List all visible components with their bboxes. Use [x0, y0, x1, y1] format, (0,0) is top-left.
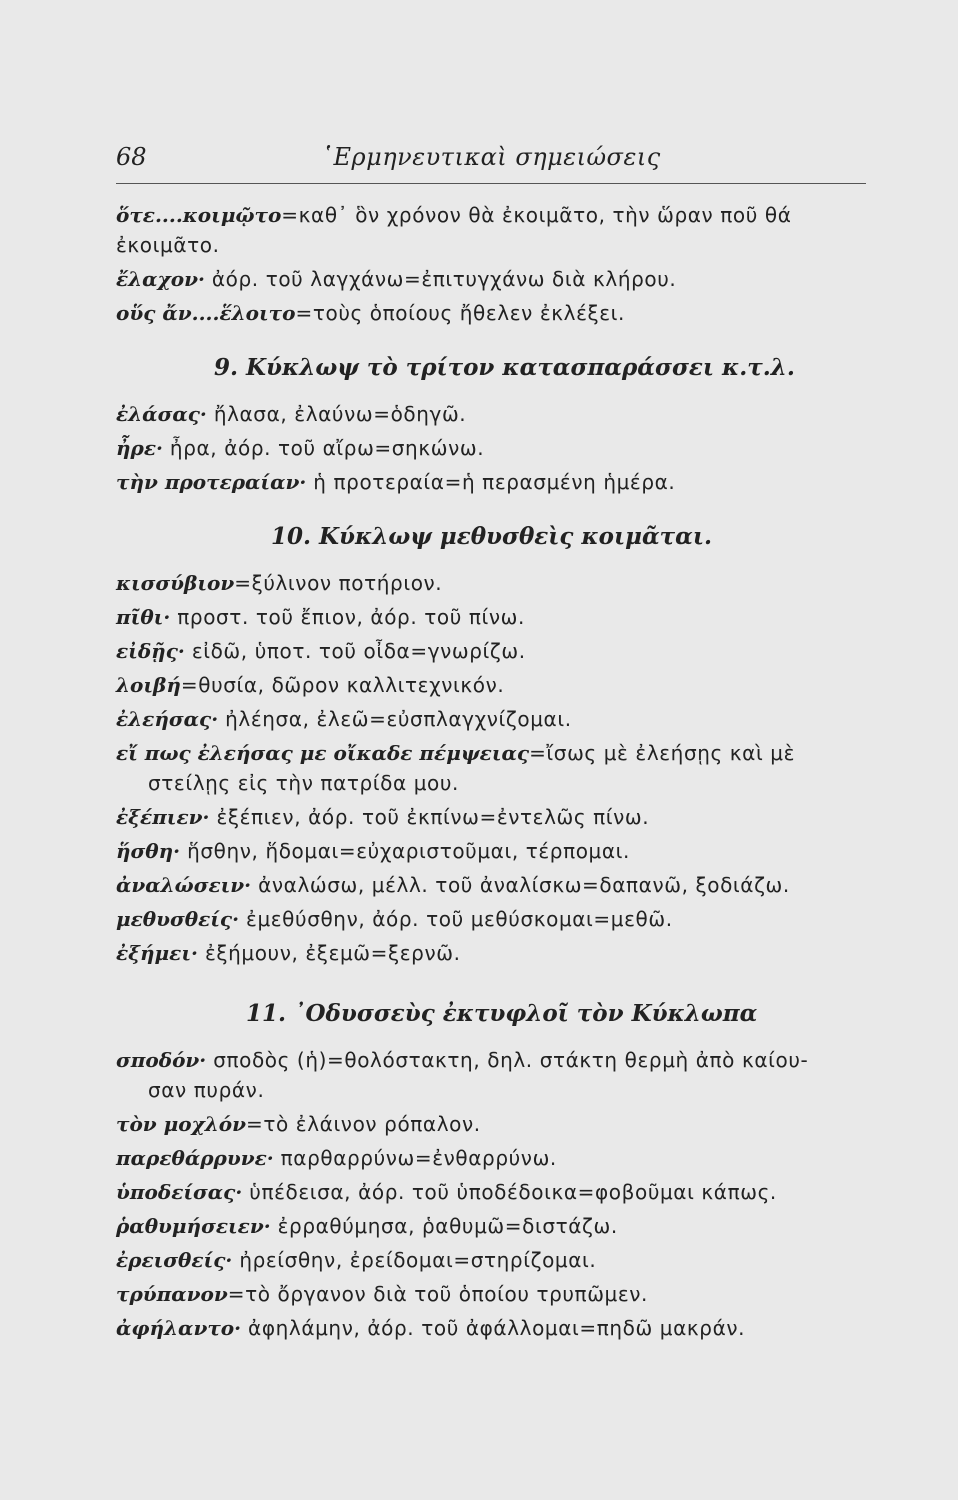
entry-lemma: ἀναλώσειν·	[116, 873, 252, 897]
entry-gloss: ἀναλώσω, μέλλ. τοῦ ἀναλίσκω=δαπανῶ, ξοδιάζω.	[251, 873, 790, 897]
gloss-entry	[116, 636, 871, 666]
entry-lemma: ἐξήμει·	[116, 941, 198, 965]
gloss-entry	[116, 1313, 871, 1343]
entry-gloss: =ἴσως μὲ ἐλεήσῃς καὶ μὲ	[529, 741, 796, 765]
gloss-entry	[116, 298, 871, 328]
entry-lemma: οὕς ἄν....ἕλοιτο	[116, 301, 296, 325]
entry-gloss: ἠρείσθην, ἐρείδομαι=στηρίζομαι.	[232, 1248, 597, 1272]
running-head: ῾Ερμηνευτικαὶ σημειώσεις	[321, 143, 661, 171]
entry-continuation: σαν πυράν.	[148, 1078, 265, 1102]
entry-lemma: τὸν μοχλόν	[116, 1112, 247, 1136]
entry-lemma: παρεθάρρυνε·	[116, 1146, 274, 1170]
page-header	[116, 143, 866, 184]
entry-lemma: τρύπανον	[116, 1282, 228, 1306]
entry-lemma: εἰδῇς·	[116, 639, 185, 663]
entry-lemma: ἦρε·	[116, 436, 163, 460]
entry-gloss: εἰδῶ, ὑποτ. τοῦ οἶδα=γνωρίζω.	[184, 639, 526, 663]
entry-gloss: =καθ᾿ ὃν χρόνον θὰ ἐκοιμᾶτο, τὴν ὥραν ποῦ θά	[281, 203, 792, 227]
entry-gloss: ἡ προτεραία=ἡ περασμένη ἡμέρα.	[306, 470, 676, 494]
entry-gloss: ἤλασα, ἐλαύνω=ὁδηγῶ.	[206, 402, 467, 426]
entry-lemma: ἀφήλαντο·	[116, 1316, 242, 1340]
gloss-entry	[116, 264, 871, 294]
section-title-9: 9. Κύκλωψ τὸ τρίτον κατασπαράσσει κ.τ.λ.	[214, 354, 795, 381]
entry-continuation: στείλῃς εἰς τὴν πατρίδα μου.	[148, 771, 460, 795]
gloss-entry	[116, 802, 871, 832]
gloss-entry	[116, 1279, 871, 1309]
gloss-entry	[116, 670, 871, 700]
gloss-entry	[116, 1045, 871, 1105]
entry-gloss: ἐξέπιεν, ἀόρ. τοῦ ἐκπίνω=ἐντελῶς πίνω.	[209, 805, 650, 829]
entry-lemma: ἐρεισθείς·	[116, 1248, 233, 1272]
gloss-entry	[116, 870, 871, 900]
entry-gloss: =τοὺς ὁποίους ἤθελεν ἐκλέξει.	[295, 301, 626, 325]
entry-lemma: σποδόν·	[116, 1048, 207, 1072]
page-content	[116, 200, 871, 1347]
entry-gloss: =τὸ ὄργανον διὰ τοῦ ὁποίου τρυπῶμεν.	[227, 1282, 649, 1306]
gloss-entry	[116, 704, 871, 734]
entry-gloss: ὑπέδεισα, ἀόρ. τοῦ ὑποδέδοικα=φοβοῦμαι κάπως.	[242, 1180, 777, 1204]
entry-gloss: ἐμεθύσθην, ἀόρ. τοῦ μεθύσκομαι=μεθῶ.	[239, 907, 673, 931]
entry-gloss: προστ. τοῦ ἔπιον, ἀόρ. τοῦ πίνω.	[170, 605, 525, 629]
gloss-entry	[116, 399, 871, 429]
gloss-entry	[116, 602, 871, 632]
gloss-entry	[116, 904, 871, 934]
gloss-entry	[116, 1109, 871, 1139]
entry-lemma: εἴ πως ἐλεήσας με οἴκαδε πέμψειας	[116, 741, 530, 765]
entry-lemma: ῥαθυμήσειεν·	[116, 1214, 271, 1238]
gloss-entry	[116, 1177, 871, 1207]
entry-lemma: ἐλάσας·	[116, 402, 207, 426]
gloss-entry	[116, 1245, 871, 1275]
entry-gloss: ἐξήμουν, ἐξεμῶ=ξερνῶ.	[197, 941, 461, 965]
entry-lemma: κισσύβιον	[116, 571, 235, 595]
gloss-entry	[116, 568, 871, 598]
entry-gloss: παρθαρρύνω=ἐνθαρρύνω.	[273, 1146, 557, 1170]
entry-gloss: ἠλέησα, ἐλεῶ=εὐσπλαγχνίζομαι.	[218, 707, 572, 731]
entry-gloss: ἀφηλάμην, ἀόρ. τοῦ ἀφάλλομαι=πηδῶ μακράν.	[241, 1316, 746, 1340]
entry-lemma: ἐξέπιεν·	[116, 805, 210, 829]
entry-lemma: ἔλαχον·	[116, 267, 205, 291]
entry-gloss: =θυσία, δῶρον καλλιτεχνικόν.	[180, 673, 505, 697]
section-title-10: 10. Κύκλωψ μεθυσθεὶς κοιμᾶται.	[271, 523, 712, 550]
entry-gloss: ἐρραθύμησα, ῥαθυμῶ=διστάζω.	[270, 1214, 618, 1238]
gloss-entry	[116, 1211, 871, 1241]
gloss-entry	[116, 467, 871, 497]
entry-continuation: ἐκοιμᾶτο.	[116, 233, 220, 257]
gloss-entry	[116, 200, 871, 260]
page-number: 68	[116, 143, 147, 171]
gloss-entry	[116, 433, 871, 463]
section-title-11: 11. ᾿Οδυσσεὺς ἐκτυφλοῖ τὸν Κύκλωπα	[246, 1000, 758, 1027]
entry-gloss: σποδὸς (ἡ)=θολόστακτη, δηλ. στάκτη θερμὴ ἀπὸ καίου-	[206, 1048, 809, 1072]
entry-lemma: μεθυσθείς·	[116, 907, 240, 931]
entry-lemma: ἐλεήσας·	[116, 707, 219, 731]
entry-lemma: ὅτε....κοιμῷτο	[116, 203, 282, 227]
gloss-entry	[116, 836, 871, 866]
entry-gloss: =τὸ ἐλάινον ρόπαλον.	[246, 1112, 481, 1136]
entry-lemma: πῖθι·	[116, 605, 171, 629]
entry-gloss: ἦρα, ἀόρ. τοῦ αἴρω=σηκώνω.	[162, 436, 485, 460]
entry-lemma: λοιβή	[116, 673, 181, 697]
gloss-entry	[116, 938, 871, 968]
entry-lemma: ὑποδείσας·	[116, 1180, 243, 1204]
entry-gloss: ἀόρ. τοῦ λαγχάνω=ἐπιτυγχάνω διὰ κλήρου.	[204, 267, 677, 291]
gloss-entry	[116, 1143, 871, 1173]
entry-lemma: ἥσθη·	[116, 839, 181, 863]
entry-gloss: ἥσθην, ἥδομαι=εὐχαριστοῦμαι, τέρπομαι.	[180, 839, 630, 863]
entry-lemma: τὴν προτεραίαν·	[116, 470, 307, 494]
entry-gloss: =ξύλινον ποτήριον.	[234, 571, 443, 595]
gloss-entry	[116, 738, 871, 798]
